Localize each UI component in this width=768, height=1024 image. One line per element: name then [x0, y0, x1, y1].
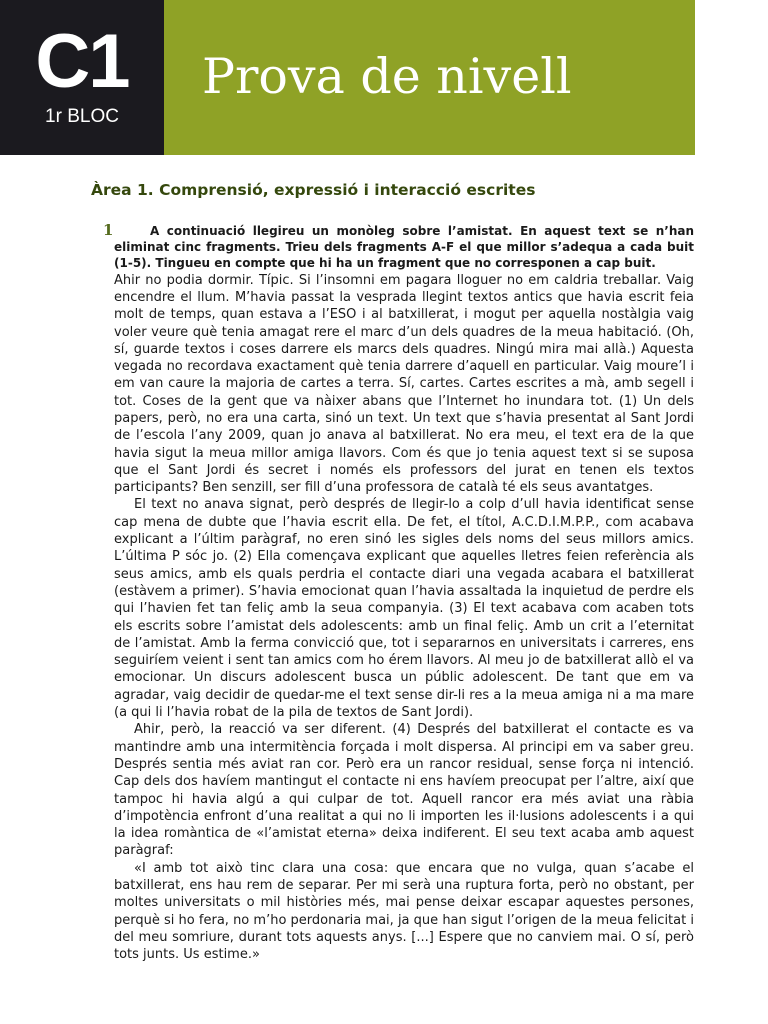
- bloc-label: 1r BLOC: [45, 106, 119, 127]
- exercise-instructions: A continuació llegireu un monòleg sobre l’amistat. En aquest text se n’han eliminat cinc fragments. Trieu dels fragments A-F el que millor s’adequa a cada buit (1-5). Tingueu en compte que hi ha un fragment que no corresponen a cap buit.: [114, 224, 694, 271]
- text-paragraph: Ahir no podia dormir. Típic. Si l’insomni em pagara lloguer no em caldria treballar. Vaig encendre el llum. M’havia passat la vesprada llegint textos antics que havia escrit feia molt de temps, quan estava a l’ESO i al batxillerat, i mogut per aquella nostàlgia vaig voler veure què tenia amagat rere el marc d’un dels quadres de la meua habitació. (Oh, sí, guarde textos i coses darrere els marcs dels quadres. Ningú mira mai allà.) Aquesta vegada no recordava exactament què tenia darrere d’aquell en particular. Vaig moure’l i em van caure la majoria de cartes a terra. Sí, cartes. Cartes escrites a mà, amb segell i tot. Coses de la gent que va nàixer abans que l’Internet ho inundara tot. (1) Un dels papers, però, no era una carta, sinó un text. Un text que s’havia presentat al Sant Jordi de l’escola l’any 2009, quan jo anava al batxillerat. No era meu, el text era de la que havia sigut la meua millor amiga llavors. Com és que jo tenia aquest text si se suposa que el Sant Jordi és secret i només els professors del jurat en tenen els textos participants? Ben senzill, ser fill d’una professora de català té els seus avantatges.: [114, 272, 694, 496]
- level-badge: [0, 0, 164, 155]
- text-paragraph: El text no anava signat, però després de llegir-lo a colp d’ull havia identificat sense cap mena de dubte que l’havia escrit ella. De fet, el títol, A.C.D.I.M.P.P., com acabava explicant a l’últim paràgraf, no eren sinó les sigles dels noms del seus millors amics. L’última P sóc jo. (2) Ella començava explicant que aquelles lletres feien referència als seus amics, amb els quals perdria el contacte diari una vegada acabara el batxillerat (estàvem a primer). S’havia emocionat quan l’havia assaltada la inquietud de perdre els qui l’havien fet tan feliç amb la seua companyia. (3) El text acabava com acaben tots els escrits sobre l’amistat dels adolescents: amb un final feliç. Amb un crit a l’eternitat de l’amistat. Amb la ferma convicció que, tot i separarnos en universitats i carreres, ens seguiríem veient i sent tan amics com ho érem llavors. Al meu jo de batxillerat allò el va emocionar. Un discurs adolescent busca un públic adolescent. De tant que em va agradar, vaig decidir de quedar-me el text sense dir-li res a la meua amiga ni a ma mare (a qui li l’havia robat de la pila de textos de Sant Jordi).: [114, 497, 694, 721]
- area-heading: Àrea 1. Comprensió, expressió i interacció escrites: [91, 181, 536, 199]
- level-code: C1: [35, 19, 129, 104]
- text-paragraph: Ahir, però, la reacció va ser diferent. (4) Després del batxillerat el contacte es va mantindre amb una intermitència forçada i molt dispersa. Al principi em va saber greu. Després sentia més aviat ran cor. Però era un rancor residual, sense força ni intenció. Cap dels dos havíem mantingut el contacte ni ens havíem preocupat per l’altre, així que tampoc hi havia algú a qui culpar de tot. Aquell rancor era més aviat una ràbia d’impotència enfront d’una realitat a qui no li importen les il·lusions adolescents i a qui la idea romàntica de «l’amistat eterna» deixa indiferent. El seu text acaba amb aquest paràgraf:: [114, 722, 694, 859]
- page-title: Prova de nivell: [202, 48, 572, 105]
- exercise-number: 1: [103, 221, 114, 239]
- quoted-paragraph: «I amb tot això tinc clara una cosa: que encara que no vulga, quan s’acabe el batxillerat, ens hau rem de separar. Per mi serà una ruptura forta, però no obstant, per moltes universitats o mil històries més, mai pense deixar escapar aquestes persones, perquè si ho fera, no m’ho perdonaria mai, ja que han sigut l’origen de la meua felicitat i del meu somriure, durant tots aquests anys. [...] Espere que no canviem mai. O sí, però tots junts. Us estime.»: [114, 860, 694, 963]
- exercise-content: [114, 223, 694, 963]
- title-banner: [164, 0, 695, 155]
